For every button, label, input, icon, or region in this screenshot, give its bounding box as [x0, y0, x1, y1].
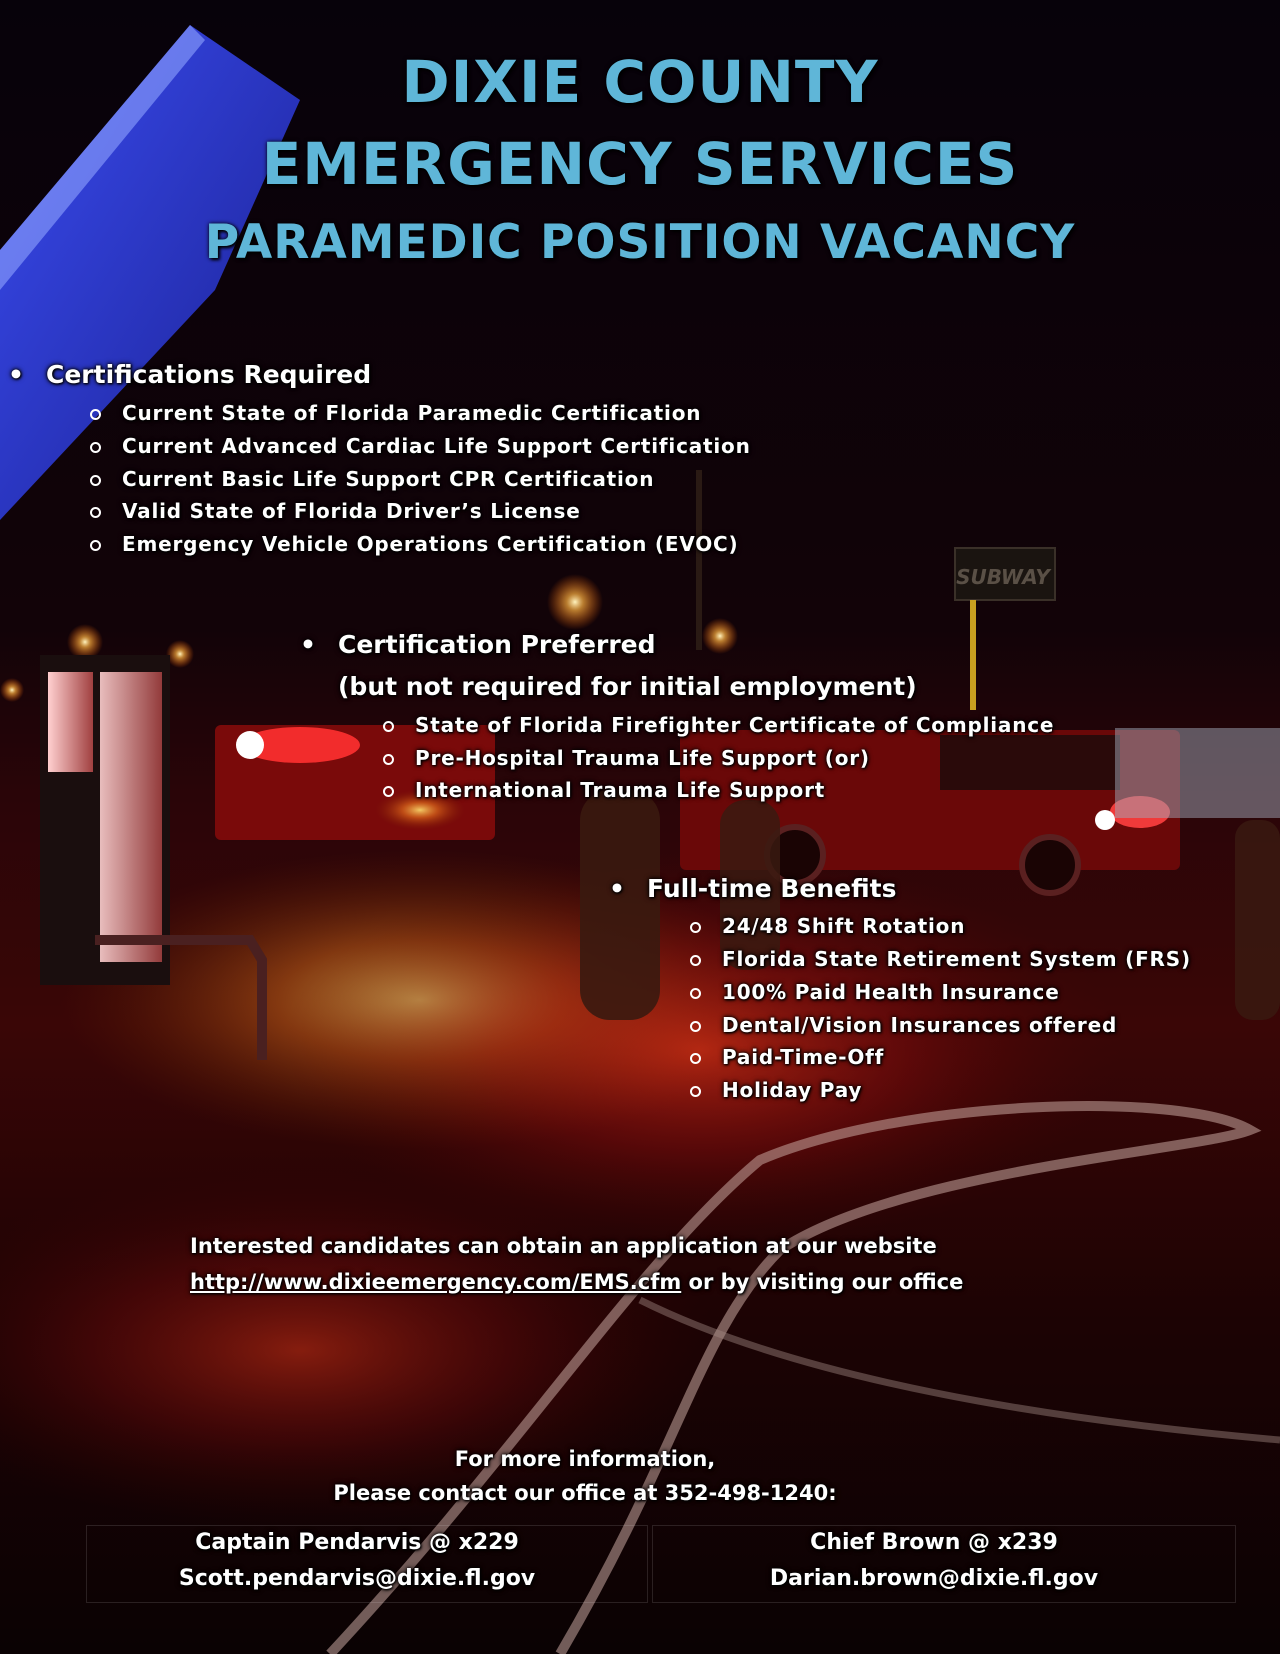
title-county: DIXIE COUNTY: [401, 48, 879, 116]
required-item: Current Basic Life Support CPR Certification: [122, 467, 655, 491]
preferred-heading: • Certification Preferred: [338, 630, 656, 659]
title-department: EMERGENCY SERVICES: [261, 130, 1019, 198]
benefit-item: 24/48 Shift Rotation: [722, 914, 966, 938]
required-item: Current Advanced Cardiac Life Support Certification: [122, 434, 751, 458]
preferred-item: Pre-Hospital Trauma Life Support (or): [415, 746, 870, 770]
benefits-heading: • Full-time Benefits: [647, 874, 897, 903]
preferred-subheading: (but not required for initial employment): [338, 672, 917, 701]
application-paragraph: [190, 1228, 1010, 1300]
required-item: Emergency Vehicle Operations Certification (EVOC): [122, 532, 739, 556]
preferred-item: International Trauma Life Support: [415, 778, 826, 802]
application-url-link[interactable]: http://www.dixieemergency.com/EMS.cfm: [190, 1270, 682, 1294]
preferred-item: State of Florida Firefighter Certificate of Compliance: [415, 713, 1055, 737]
info-line-2: Please contact our office at 352-498-1240:: [333, 1481, 837, 1505]
benefit-item: 100% Paid Health Insurance: [722, 980, 1060, 1004]
application-text-after: or by visiting our office: [681, 1270, 964, 1294]
contact-name: Captain Pendarvis @ x229: [195, 1530, 519, 1555]
contact-email[interactable]: Scott.pendarvis@dixie.fl.gov: [178, 1566, 536, 1591]
application-text-before: Interested candidates can obtain an application at our website: [190, 1234, 937, 1258]
info-line-1: For more information,: [454, 1447, 716, 1471]
contact-name: Chief Brown @ x239: [810, 1530, 1058, 1555]
subway-sign: SUBWAY: [956, 565, 1050, 589]
contact-card-chief: [652, 1525, 1236, 1603]
benefit-item: Holiday Pay: [722, 1078, 863, 1102]
benefit-item: Florida State Retirement System (FRS): [722, 947, 1191, 971]
benefit-item: Dental/Vision Insurances offered: [722, 1013, 1118, 1037]
benefit-item: Paid-Time-Off: [722, 1045, 885, 1069]
contact-email[interactable]: Darian.brown@dixie.fl.gov: [769, 1566, 1099, 1591]
required-heading: • Certifications Required: [46, 360, 371, 389]
required-item: Valid State of Florida Driver’s License: [122, 499, 581, 523]
required-item: Current State of Florida Paramedic Certification: [122, 401, 702, 425]
title-position: PARAMEDIC POSITION VACANCY: [204, 215, 1076, 270]
contact-card-captain: [86, 1525, 648, 1603]
